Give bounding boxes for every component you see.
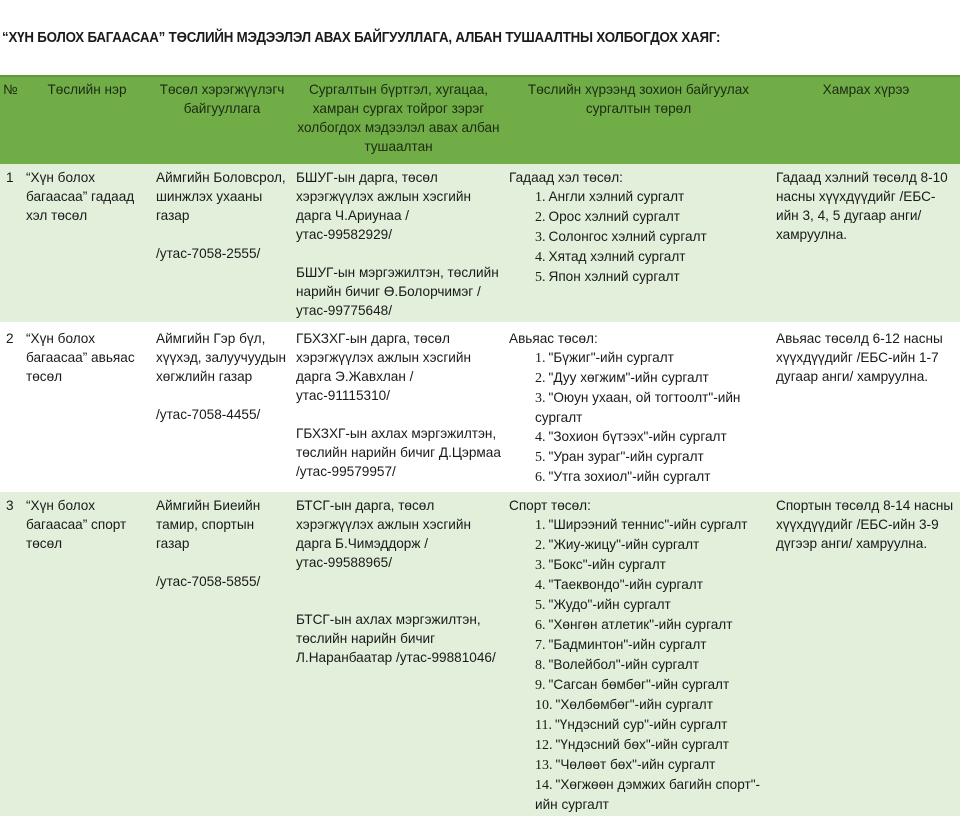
training-item: 2. "Жиу-жицу"-ийн сургалт <box>535 537 700 553</box>
project-name: “Хүн болох багаасаа” гадаад хэл төсөл <box>22 164 152 324</box>
table-row <box>0 164 960 324</box>
contact-cell <box>292 324 505 491</box>
training-title: Спорт төсөл: <box>509 498 591 513</box>
organization-cell <box>152 324 292 491</box>
row-number: 3 <box>0 491 22 818</box>
training-cell <box>505 324 772 491</box>
project-name: “Хүн болох багаасаа” спорт төсөл <box>22 491 152 818</box>
training-item: 4. Хятад хэлний сургалт <box>535 249 686 265</box>
scope-cell: Спортын төсөлд 8-14 насны хүүхдүүдийг /ЕБС-ийн 3-9 дүгээр анги/ хамруулна. <box>772 491 960 818</box>
training-list <box>509 187 768 287</box>
training-item: 7. "Бадминтон"-ийн сургалт <box>535 637 707 653</box>
organization-cell <box>152 491 292 818</box>
contacts-table <box>0 75 960 819</box>
contact-head: БТСГ-ын дарга, төсөл хэрэгжүүлэх ажлын хэсгийн дарга Б.Чимэддорж /утас-99588965/ <box>296 498 471 570</box>
contact-cell <box>292 491 505 818</box>
header-project-name: Төслийн нэр <box>22 76 152 164</box>
organization-phone: /утас-7058-4455/ <box>156 407 261 422</box>
header-number: № <box>0 76 22 164</box>
training-item: 4. "Зохион бүтээх"-ийн сургалт <box>535 429 727 445</box>
training-item: 6. "Хөнгөн атлетик"-ийн сургалт <box>535 617 733 633</box>
contact-secretary: БТСГ-ын ахлах мэргэжилтэн, төслийн нарийн бичиг Л.Наранбаатар /утас-99881046/ <box>296 612 496 665</box>
table-header-row <box>0 76 960 164</box>
training-item: 13. "Чөлөөт бөх"-ийн сургалт <box>535 757 716 773</box>
training-item: 5. "Жудо"-ийн сургалт <box>535 597 671 613</box>
training-item: 5. Япон хэлний сургалт <box>535 269 680 285</box>
training-list <box>509 515 768 814</box>
header-organization: Төсөл хэрэгжүүлэгч байгууллага <box>152 76 292 164</box>
organization-name: Аймгийн Гэр бүл, хүүхэд, залуучуудын хөгжлийн газар <box>156 331 287 384</box>
training-item: 1. Англи хэлний сургалт <box>535 189 685 205</box>
organization-name: Аймгийн Биеийн тамир, спортын газар <box>156 498 261 551</box>
training-item: 1. "Бүжиг"-ийн сургалт <box>535 350 674 366</box>
training-item: 10. "Хөлбөмбөг"-ийн сургалт <box>535 697 713 713</box>
training-list <box>509 348 768 487</box>
header-contact-official: Сургалтын бүртгэл, хугацаа, хамран сургах тойрог зэрэг холбогдох мэдээлэл авах албан тушаалтан <box>292 76 505 164</box>
row-number: 1 <box>0 164 22 324</box>
training-item: 4. "Таеквондо"-ийн сургалт <box>535 577 703 593</box>
training-item: 5. "Уран зураг"-ийн сургалт <box>535 449 704 465</box>
training-item: 6. "Утга зохиол"-ийн сургалт <box>535 469 711 485</box>
training-item: 8. "Волейбол"-ийн сургалт <box>535 657 699 673</box>
training-item: 2. Орос хэлний сургалт <box>535 209 680 225</box>
row-number: 2 <box>0 324 22 491</box>
organization-phone: /утас-7058-5855/ <box>156 574 261 589</box>
organization-phone: /утас-7058-2555/ <box>156 246 261 261</box>
organization-name: Аймгийн Боловсрол, шинжлэх ухааны газар <box>156 170 286 223</box>
contact-secretary: БШУГ-ын мэргэжилтэн, төслийн нарийн бичиг Ө.Болорчимэг /утас-99775648/ <box>296 265 499 318</box>
training-item: 11. "Үндэсний сур"-ийн сургалт <box>535 717 728 733</box>
training-title: Авьяас төсөл: <box>509 331 598 346</box>
header-training-type: Төслийн хүрээнд зохион байгуулах сургалтын төрөл <box>505 76 772 164</box>
header-scope: Хамрах хүрээ <box>772 76 960 164</box>
training-item: 2. "Дуу хөгжим"-ийн сургалт <box>535 370 709 386</box>
document-title: “ХҮН БОЛОХ БАГААСАА” ТӨСЛИЙН МЭДЭЭЛЭЛ АВАХ БАЙГУУЛЛАГА, АЛБАН ТУШААЛТНЫ ХОЛБОГДОХ ХАЯГ: <box>2 30 721 46</box>
training-item: 14. "Хөгжөөн дэмжих багийн спорт"-ийн сургалт <box>535 777 761 812</box>
contact-cell <box>292 164 505 324</box>
project-name: “Хүн болох багаасаа” авьяас төсөл <box>22 324 152 491</box>
contact-secretary: ГБХЗХГ-ын ахлах мэргэжилтэн, төслийн нарийн бичиг Д.Цэрмаа /утас-99579957/ <box>296 426 501 479</box>
contact-head: ГБХЗХГ-ын дарга, төсөл хэрэгжүүлэх ажлын хэсгийн дарга Э.Жавхлан /утас-91115310/ <box>296 331 471 403</box>
training-item: 1. "Ширээний теннис"-ийн сургалт <box>535 517 748 533</box>
training-item: 3. Солонгос хэлний сургалт <box>535 229 707 245</box>
training-item: 3. "Бокс"-ийн сургалт <box>535 557 666 573</box>
table-row <box>0 491 960 818</box>
training-cell <box>505 491 772 818</box>
organization-cell <box>152 164 292 324</box>
contact-head: БШУГ-ын дарга, төсөл хэрэгжүүлэх ажлын хэсгийн дарга Ч.Ариунаа /утас-99582929/ <box>296 170 471 242</box>
scope-cell: Гадаад хэлний төсөлд 8-10 насны хүүхдүүдийг /ЕБС-ийн 3, 4, 5 дугаар анги/ хамруулна. <box>772 164 960 324</box>
training-item: 12. "Үндэсний бөх"-ийн сургалт <box>535 737 730 753</box>
scope-cell: Авьяас төсөлд 6-12 насны хүүхдүүдийг /ЕБС-ийн 1-7 дугаар анги/ хамруулна. <box>772 324 960 491</box>
training-cell <box>505 164 772 324</box>
table-row <box>0 324 960 491</box>
training-item: 9. "Сагсан бөмбөг"-ийн сургалт <box>535 677 730 693</box>
training-item: 3. "Оюун ухаан, ой тогтоолт"-ийн сургалт <box>535 390 741 425</box>
training-title: Гадаад хэл төсөл: <box>509 170 623 185</box>
